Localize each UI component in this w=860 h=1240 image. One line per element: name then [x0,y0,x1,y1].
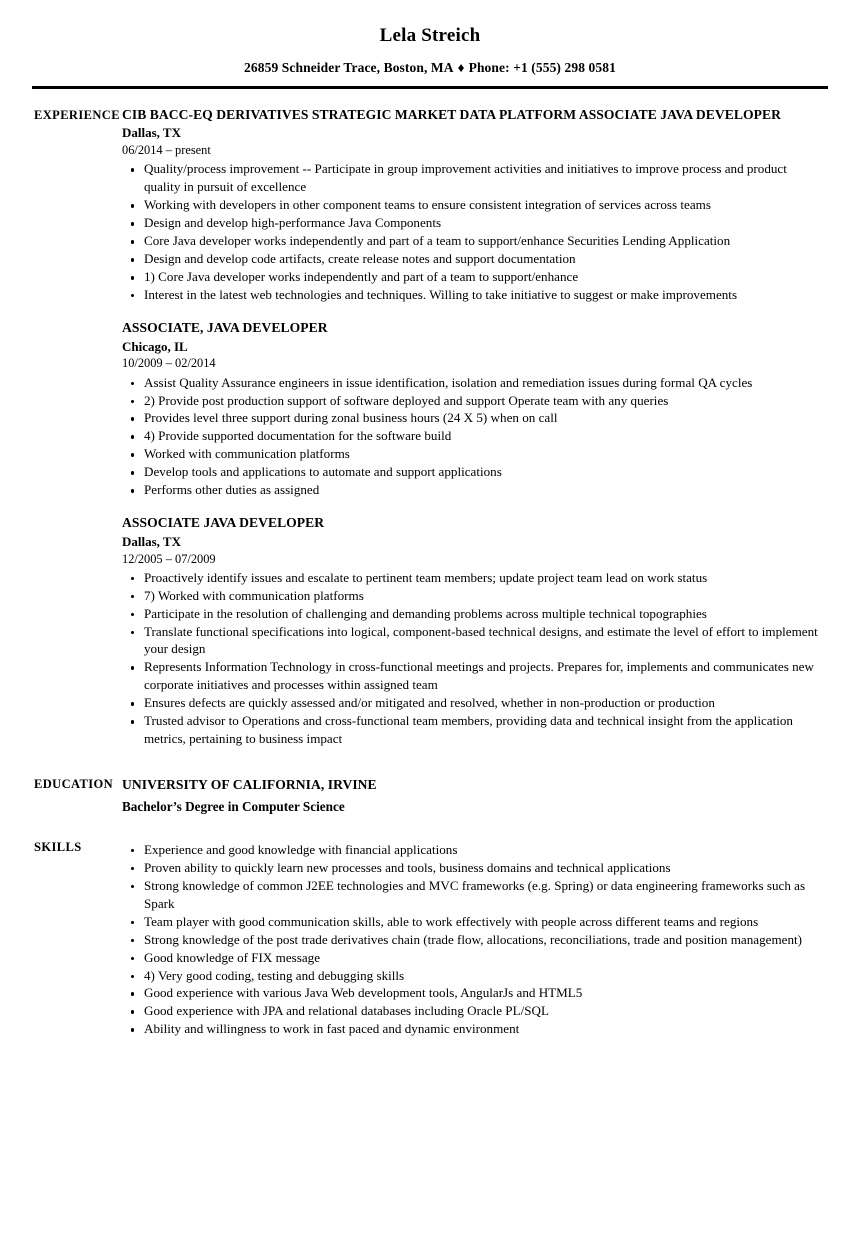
job-location: Dallas, TX [122,533,181,549]
list-item: Good experience with various Java Web development tools, AngularJs and HTML5 [122,984,824,1002]
section-skills [0,839,840,1038]
job-entry [122,515,824,748]
section-label-education: EDUCATION [34,777,114,792]
job-dates: 10/2009 – 02/2014 [122,356,216,371]
job-entry [122,107,824,304]
job-title: CIB BACC-EQ DERIVATIVES STRATEGIC MARKET DATA PLATFORM ASSOCIATE JAVA DEVELOPER [122,106,781,122]
job-dates: 06/2014 – present [122,143,211,158]
list-item: Develop tools and applications to automate and support applications [122,463,824,481]
list-item: 2) Provide post production support of software deployed and support Operate team with any queries [122,392,824,410]
list-item: Interest in the latest web technologies and techniques. Willing to take initiative to suggest or make improvements [122,286,824,304]
contact-line [0,60,860,76]
spacer [0,750,840,776]
list-item: Team player with good communication skills, able to work effectively with people across different teams and regions [122,913,824,931]
diamond-separator-icon: ♦ [457,59,465,75]
list-item: Core Java developer works independently and part of a team to support/enhance Securities Lending Application [122,232,824,250]
resume-body [0,107,860,1038]
job-title: ASSOCIATE JAVA DEVELOPER [122,515,325,531]
education-degree: Bachelor’s Degree in Computer Science [122,798,345,814]
job-dates: 12/2005 – 07/2009 [122,551,216,566]
list-item: Proven ability to quickly learn new processes and tools, business domains and technical applications [122,859,824,877]
list-item: 4) Provide supported documentation for the software build [122,427,824,445]
experience-content [122,107,840,750]
list-item: Good experience with JPA and relational databases including Oracle PL/SQL [122,1002,824,1020]
list-item: Quality/process improvement -- Participate in group improvement activities and initiatives to improve process and product quality in pursuit of excellence [122,160,824,196]
list-item: Trusted advisor to Operations and cross-functional team members, providing data and technical insight from the application metrics, pertaining to business impact [122,712,824,748]
job-location: Dallas, TX [122,125,181,141]
job-bullet-list [122,569,824,748]
list-item: Design and develop high-performance Java Components [122,214,824,232]
spacer [122,306,824,320]
list-item: Represents Information Technology in cross-functional meetings and projects. Prepares for, implements and communicates new corporate initiatives and processes within assigned team [122,658,824,694]
list-item: Worked with communication platforms [122,445,824,463]
job-bullet-list [122,160,824,304]
list-item: 1) Core Java developer works independently and part of a team to support/enhance [122,268,824,286]
education-school: UNIVERSITY OF CALIFORNIA, IRVINE [122,777,377,793]
list-item: Design and develop code artifacts, create release notes and support documentation [122,250,824,268]
skills-content [122,839,840,1038]
section-label-skills: SKILLS [34,839,82,854]
job-location: Chicago, IL [122,338,188,354]
list-item: Ability and willingness to work in fast paced and dynamic environment [122,1020,824,1038]
list-item: Good knowledge of FIX message [122,949,824,967]
header-divider [32,86,828,89]
list-item: 7) Worked with communication platforms [122,587,824,605]
list-item: Strong knowledge of common J2EE technologies and MVC frameworks (e.g. Spring) or data engineering frameworks such as Spark [122,877,824,913]
list-item: 4) Very good coding, testing and debugging skills [122,967,824,985]
spacer [0,815,840,839]
list-item: Strong knowledge of the post trade derivatives chain (trade flow, allocations, reconciliations, trade and position management) [122,931,824,949]
spacer [122,501,824,515]
list-item: Provides level three support during zonal business hours (24 X 5) when on call [122,409,824,427]
list-item: Ensures defects are quickly assessed and/or mitigated and resolved, whether in non-production or production [122,694,824,712]
candidate-name: Lela Streich [379,25,481,46]
contact-phone: Phone: +1 (555) 298 0581 [468,59,616,75]
section-label-experience: EXPERIENCE [34,107,120,122]
list-item: Working with developers in other component teams to ensure consistent integration of services across teams [122,196,824,214]
contact-address: 26859 Schneider Trace, Boston, MA [244,59,454,75]
list-item: Performs other duties as assigned [122,481,824,499]
section-experience [0,107,840,750]
section-education [0,776,840,815]
education-content [122,776,840,815]
list-item: Assist Quality Assurance engineers in issue identification, isolation and remediation issues during formal QA cycles [122,374,824,392]
job-title: ASSOCIATE, JAVA DEVELOPER [122,319,328,335]
list-item: Participate in the resolution of challenging and demanding problems across multiple technical topographies [122,605,824,623]
list-item: Proactively identify issues and escalate to pertinent team members; update project team lead on work status [122,569,824,587]
job-bullet-list [122,374,824,500]
job-entry [122,320,824,499]
resume-header [0,0,860,89]
skills-bullet-list [122,841,824,1038]
list-item: Experience and good knowledge with financial applications [122,841,824,859]
list-item: Translate functional specifications into logical, component-based technical designs, and estimate the level of effort to implement your design [122,623,824,659]
